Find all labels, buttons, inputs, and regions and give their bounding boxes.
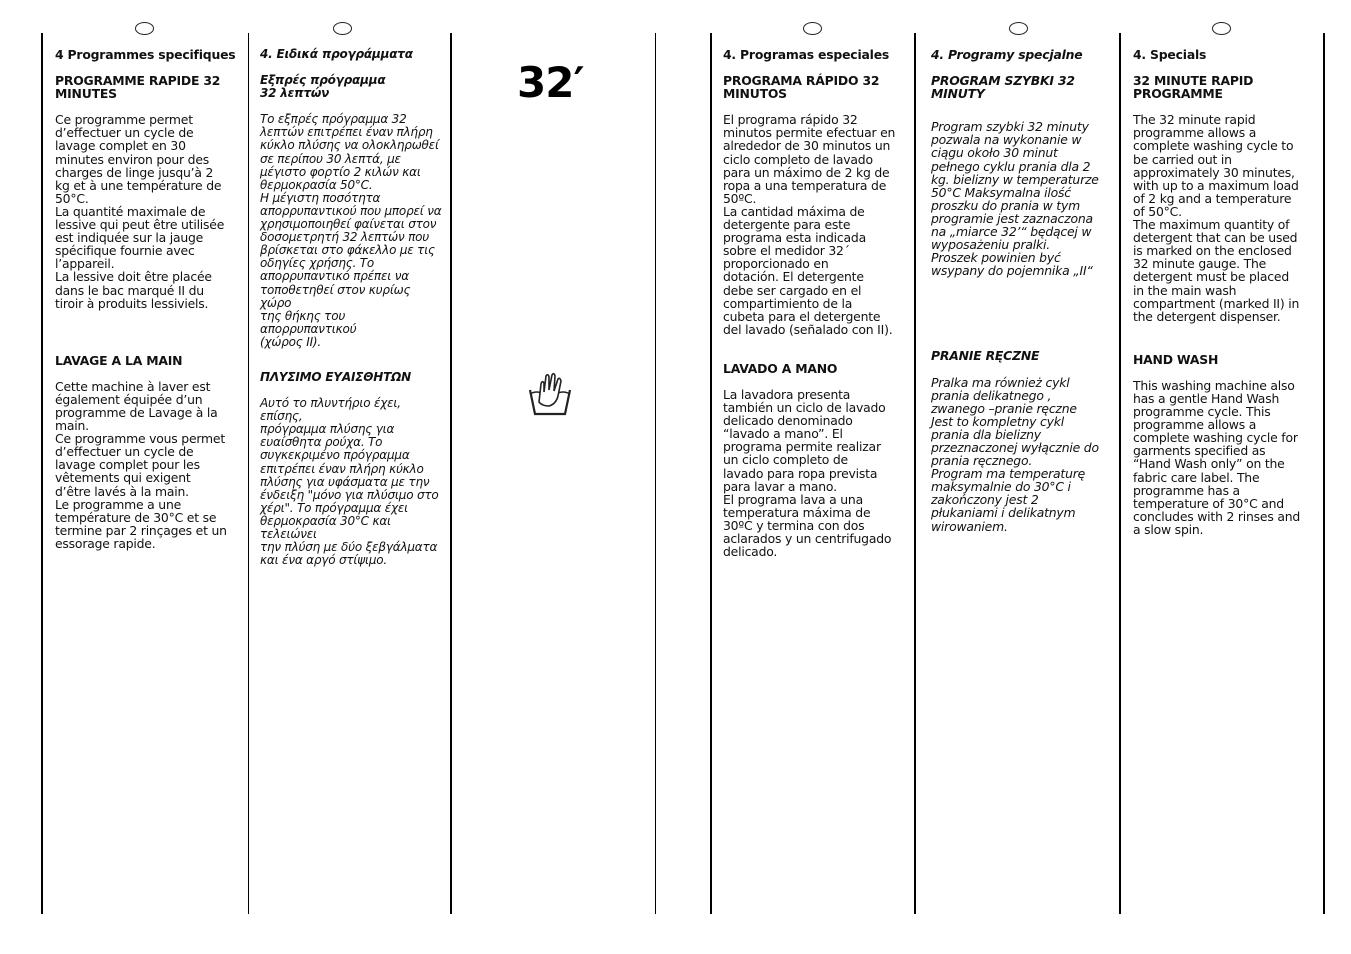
hand-wash-text: Cette machine à laver est également équipée d’un programme de Lavage à la main. Ce programme vous permet d’effectuer un cycle de lavage complet pour les vêtements qui exigent d’être lavés à la main. Le programme a une température de 30°C et se termine par 2 rinçages et un essorage rapide. <box>55 378 227 551</box>
column-rule <box>1119 33 1121 914</box>
column-rule <box>248 33 249 914</box>
section-title: 4. Programas especiales <box>723 47 890 62</box>
language-marker-oval <box>1212 22 1231 35</box>
hand-wash-icon <box>527 370 573 418</box>
rapid-programme-heading: PROGRAMA RÁPIDO 32 MINUTOS <box>723 73 880 102</box>
column-english <box>1133 48 1318 536</box>
section-title: 4. Specials <box>1133 47 1207 62</box>
section-title: 4 Programmes specifiques <box>55 47 236 62</box>
rapid-programme-text: El programa rápido 32 minutos permite efectuar en alrededor de 30 minutos un ciclo completo de lavado para un máximo de 2 kg de ropa a una temperatura de 50ºC. La cantidad máxima de detergente para este programa esta indicada sobre el medidor 32´ proporcionado en dotación. El detergente debe ser cargado en el compartimiento de la cubeta para el detergente del lavado (señalado con II). <box>723 112 896 337</box>
hand-wash-heading: PRANIE RĘCZNE <box>931 348 1040 364</box>
rapid-programme-text: Το εξπρές πρόγραμμα 32 λεπτών επιτρέπει έναν πλήρη κύκλο πλύσης να ολοκληρωθεί σε περίπου 30 λεπτά, με μέγιστο φορτίο 2 κιλών και θερμοκρασία 50°C. Η μέγιστη ποσότητα απορρυπαντικού που μπορεί να χρησιμοποιηθεί φαίνεται στον δοσομετρητή 32 λεπτών που βρίσκεται στο φάκελλο με τις οδηγίες χρήσης. Το απορρυπαντικό πρέπει να τοποθετηθεί στον κυρίως χώρο της θήκης του απορρυπαντικού (χώρος II). <box>260 112 442 349</box>
hand-wash-text: La lavadora presenta también un ciclo de lavado delicado denominado “lavado a mano”. El programa permite realizar un ciclo completo de lavado para ropa prevista para lavar a mano. El programa lava a una temperatura máxima de 30ºC y termina con dos aclarados y un centrifugado delicado. <box>723 386 892 560</box>
rapid-programme-text: Ce programme permet d’effectuer un cycle de lavage complet en 30 minutes environ pour des charges de linge jusqu’à 2 kg et à une température de 50°C. La quantité maximale de lessive qui peut être utilisée est indiquée sur la jauge spécifique fournie avec l’appareil. La lessive doit être placée dans le bac marqué II du tiroir à produits lessiviels. <box>55 112 225 311</box>
column-rule <box>1323 33 1325 914</box>
rapid-programme-heading: 32 MINUTE RAPID PROGRAMME <box>1133 73 1254 102</box>
rapid-programme-heading: PROGRAM SZYBKI 32 MINUTY <box>931 73 1075 102</box>
column-rule <box>710 33 712 914</box>
column-rule <box>450 33 452 914</box>
hand-wash-text: This washing machine also has a gentle Hand Wash programme cycle. This programme allows a complete washing cycle for garments specified as “Hand Wash only” on the fabric care label. The programme has a temperature of 30°C and concludes with 2 rinses and a slow spin. <box>1133 377 1301 537</box>
column-rule <box>655 33 656 914</box>
hand-wash-heading: HAND WASH <box>1133 351 1219 367</box>
column-greek <box>260 48 445 567</box>
rapid-programme-text: Program szybki 32 minuty pozwala na wykonanie w ciągu około 30 minut pełnego cyklu prania dla 2 kg. bielizny w temperaturze 50°C Maksymalna ilość proszku do prania w tym programie jest zaznaczona na „miarce 32’“ będącej w wyposażeniu pralki. Proszek powinien być wsypany do pojemnika „II“ <box>931 119 1099 279</box>
language-marker-oval <box>333 22 352 35</box>
rapid-programme-heading: PROGRAMME RAPIDE 32 MINUTES <box>55 73 221 102</box>
hand-wash-heading: LAVAGE A LA MAIN <box>55 352 183 368</box>
column-spanish <box>723 48 908 558</box>
hand-wash-heading: ΠΛΥΣΙΜΟ ΕΥΑΙΣΘΗΤΩΝ <box>260 369 411 384</box>
language-marker-oval <box>135 22 154 35</box>
section-title: 4. Programy specjalne <box>931 47 1083 62</box>
column-polish <box>931 48 1116 533</box>
rapid-programme-text: The 32 minute rapid programme allows a complete washing cycle to be carried out in approximately 30 minutes, with up to a maximum load of 2 kg and a temperature of 50°C. The maximum quantity of detergent that can be used is marked on the enclosed 32 minute gauge. The detergent must be placed in the main wash compartment (marked II) in the detergent dispenser. <box>1133 112 1300 324</box>
column-rule <box>41 33 43 914</box>
column-rule <box>914 33 916 914</box>
programme-32-badge: 32′ <box>517 58 584 107</box>
column-french <box>55 48 240 550</box>
hand-wash-text: Αυτό το πλυντήριο έχει, επίσης, πρόγραμμα πλύσης για ευαίσθητα ρούχα. Το συγκεκριμένο πρόγραμμα επιτρέπει έναν πλήρη κύκλο πλύσης για υφάσματα με την ένδειξη "μόνο για πλύσιμο στο χέρι". Το πρόγραμμα έχει θερμοκρασία 30°C και τελειώνει την πλύση με δύο ξεβγάλματα και ένα αργό στίψιμο. <box>260 396 439 568</box>
rapid-programme-heading: Εξπρές πρόγραμμα 32 λεπτών <box>260 73 386 101</box>
section-title: 4. Ειδικά προγράμματα <box>260 47 413 61</box>
hand-wash-text: Pralka ma również cykl prania delikatnego , zwanego –pranie ręczne Jest to kompletny cykl prania dla bielizny przeznaczonej wyłącznie do prania ręcznego. Program ma temperaturę maksymalnie do 30°C i zakończony jest 2 płukaniami i delikatnym wirowaniem. <box>931 374 1099 534</box>
language-marker-oval <box>1009 22 1028 35</box>
language-marker-oval <box>803 22 822 35</box>
hand-wash-heading: LAVADO A MANO <box>723 360 838 376</box>
